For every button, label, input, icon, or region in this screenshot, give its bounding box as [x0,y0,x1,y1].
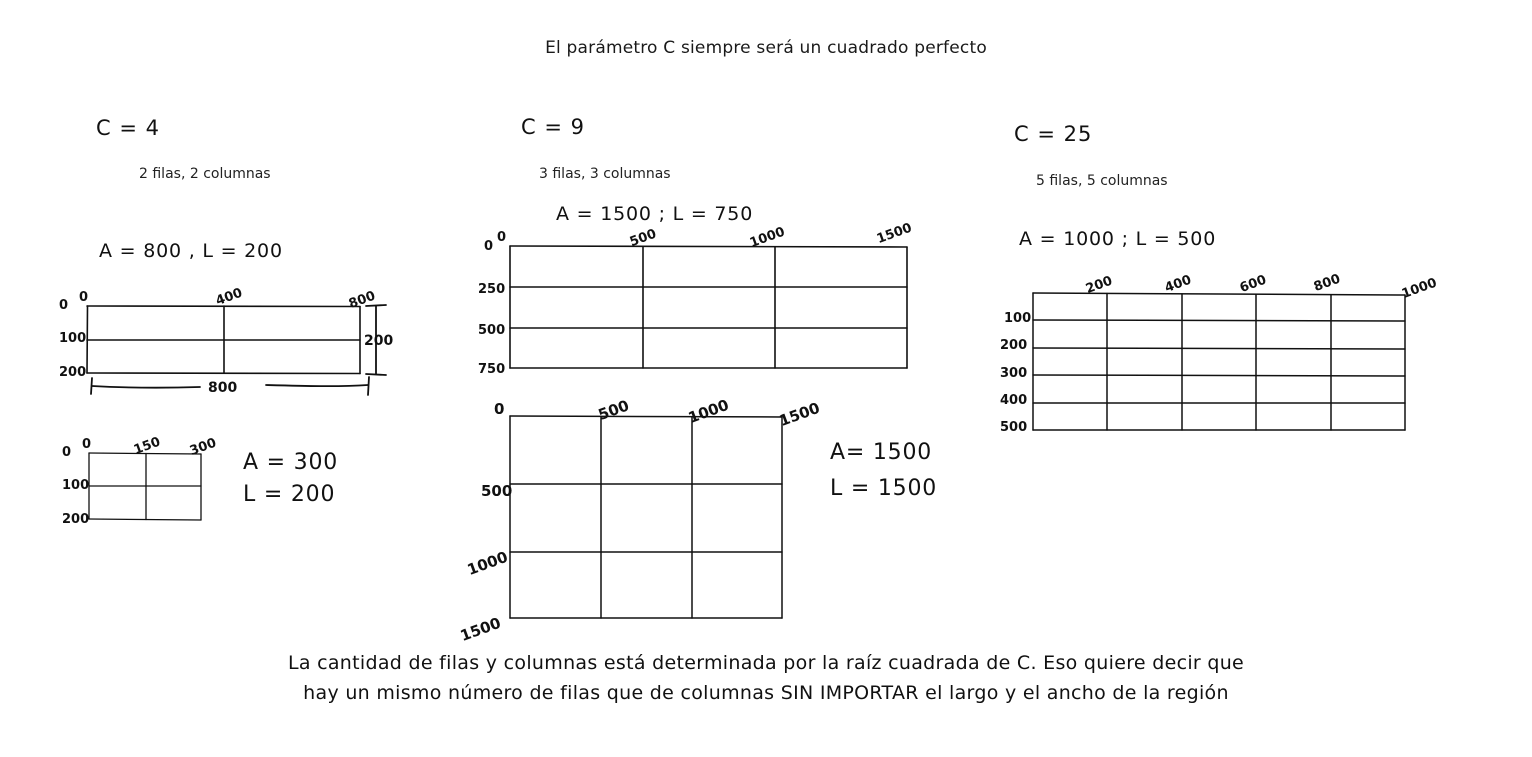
xtick-c9a-2: 1000 [747,224,788,251]
ytick-c25-0: 100 [1004,311,1032,326]
case-sub-c9: 3 filas, 3 columnas [539,166,671,182]
footer-line-2: hay un mismo número de filas que de columnas SIN IMPORTAR el largo y el ancho de la región [303,682,1229,704]
case-label-c4: C = 4 [96,116,160,140]
xtick-c9a-0: 0 [497,230,507,245]
ytick-c4b-1: 100 [62,478,90,493]
xtick-c9b-0: 0 [494,400,505,418]
ytick-c9b-1: 500 [481,482,513,500]
case-sub-c4: 2 filas, 2 columnas [139,166,271,182]
height-annotation-c4a: 200 [364,333,394,349]
equation-a-c9-grid2: A= 1500 [830,440,933,465]
xtick-c9a-3: 1500 [874,220,915,247]
width-annotation-c4a: 800 [208,380,238,396]
ytick-c4a-1: 100 [59,331,87,346]
xtick-c9b-3: 1500 [776,398,823,430]
grid-c4-b [88,452,203,522]
ytick-c4a-2: 200 [59,365,87,380]
xtick-c9b-1: 500 [595,396,632,424]
grid-c9-b [509,415,784,620]
xtick-c9a-1: 500 [627,226,659,250]
equation-c25-grid1: A = 1000 ; L = 500 [1019,228,1217,250]
case-label-c9: C = 9 [521,115,585,139]
ytick-c25-2: 300 [1000,366,1028,381]
ytick-c9b-2: 1000 [464,547,511,579]
xtick-c4a-0: 0 [79,290,89,305]
ytick-c9a-2: 500 [478,323,506,338]
case-sub-c25: 5 filas, 5 columnas [1036,173,1168,189]
xtick-c25-0: 200 [1083,273,1115,297]
ytick-c9a-1: 250 [478,282,506,297]
grid-c9-a [509,245,909,370]
ytick-c4a-0: 0 [59,298,69,313]
xtick-c25-3: 800 [1311,271,1343,295]
equation-a-c4-grid2: A = 300 [243,450,339,475]
xtick-c25-2: 600 [1237,272,1269,296]
grid-c4-a [86,305,361,375]
xtick-c4a-2: 800 [346,288,378,312]
ytick-c25-4: 500 [1000,420,1028,435]
ytick-c25-3: 400 [1000,393,1028,408]
grid-c25 [1032,292,1407,432]
ytick-c9a-3: 750 [478,362,506,377]
xtick-c4a-1: 400 [213,285,245,309]
equation-c4-grid1: A = 800 , L = 200 [99,240,283,262]
xtick-c4b-2: 300 [187,435,219,459]
ytick-c9b-3: 1500 [457,613,504,645]
equation-c9-grid1: A = 1500 ; L = 750 [556,203,754,225]
xtick-c4b-1: 150 [131,434,163,458]
footer-line-1: La cantidad de filas y columnas está determinada por la raíz cuadrada de C. Eso quiere decir que [287,652,1245,674]
xtick-c9b-2: 1000 [685,395,732,427]
equation-l-c9-grid2: L = 1500 [830,476,938,501]
ytick-c9a-0: 0 [484,239,494,254]
case-label-c25: C = 25 [1014,122,1093,146]
equation-l-c4-grid2: L = 200 [243,482,336,507]
ytick-c25-1: 200 [1000,338,1028,353]
xtick-c25-4: 1000 [1399,275,1440,302]
ytick-c4b-2: 200 [62,512,90,527]
page-title: El parámetro C siempre será un cuadrado perfecto [545,38,987,58]
xtick-c25-1: 400 [1162,272,1194,296]
ytick-c4b-0: 0 [62,445,72,460]
xtick-c4b-0: 0 [82,437,92,452]
